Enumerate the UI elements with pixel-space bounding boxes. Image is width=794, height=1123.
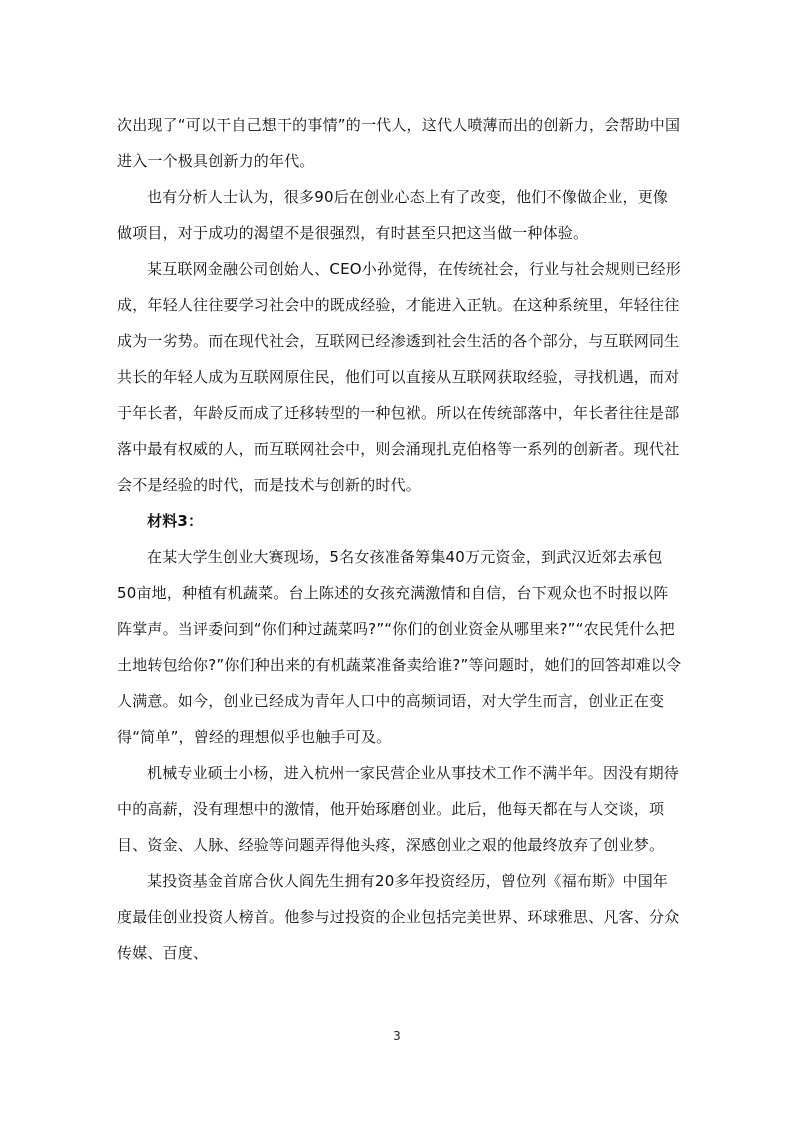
section-heading-material-3: 材料3： — [147, 512, 204, 530]
paragraph-analysis: 也有分析人士认为，很多90后在创业心态上有了改变，他们不像做企业，更像做项目，对于成功的渴望不是很强烈，有时甚至只把这当做一种体验。 — [117, 188, 669, 242]
paragraph-continuation: 次出现了“可以干自己想干的事情”的一代人，这代人喷薄而出的创新力，会帮助中国进入一个极具创新力的年代。 — [117, 116, 681, 170]
page-number: 3 — [393, 1029, 401, 1043]
paragraph-investor: 某投资基金首席合伙人阎先生拥有20多年投资经历，曾位列《福布斯》中国年度最佳创业投资人榜首。他参与过投资的企业包括完美世界、环球雅思、凡客、分众传媒、百度、 — [117, 872, 680, 962]
paragraph-engineering-graduate: 机械专业硕士小杨，进入杭州一家民营企业从事技术工作不满半年。因没有期待中的高薪，没有理想中的激情，他开始琢磨创业。此后，他每天都在与人交谈，项目、资金、人脉、经验等问题弄得他头疼，深感创业之艰的他最终放弃了创业梦。 — [117, 764, 680, 854]
paragraph-entrepreneurship-contest: 在某大学生创业大赛现场，5名女孩准备筹集40万元资金，到武汉近郊去承包50亩地，种植有机蔬菜。台上陈述的女孩充满激情和自信，台下观众也不时报以阵阵掌声。当评委问到“你们种过蔬菜吗?”“你们的创业资金从哪里来?”“农民凭什么把土地转包给你?”你们种出来的有机蔬菜准备卖给谁?”等问题时，她们的回答却难以令人满意。如今，创业已经成为青年人口中的高频词语，对大学生而言，创业正在变得“简单”，曾经的理想似乎也触手可及。 — [117, 548, 682, 746]
paragraph-internet-finance: 某互联网金融公司创始人、CEO小孙觉得，在传统社会，行业与社会规则已经形成，年轻人往往要学习社会中的既成经验，才能进入正轨。在这种系统里，年轻往往成为一劣势。而在现代社会，互联网已经渗透到社会生活的各个部分，与互联网同生共长的年轻人成为互联网原住民，他们可以直接从互联网获取经验，寻找机遇，而对于年长者，年龄反而成了迁移转型的一种包袱。所以在传统部落中，年长者往往是部落中最有权威的人，而互联网社会中，则会涌现扎克伯格等一系列的创新者。现代社会不是经验的时代，而是技术与创新的时代。 — [117, 260, 681, 494]
document-body — [117, 107, 682, 971]
